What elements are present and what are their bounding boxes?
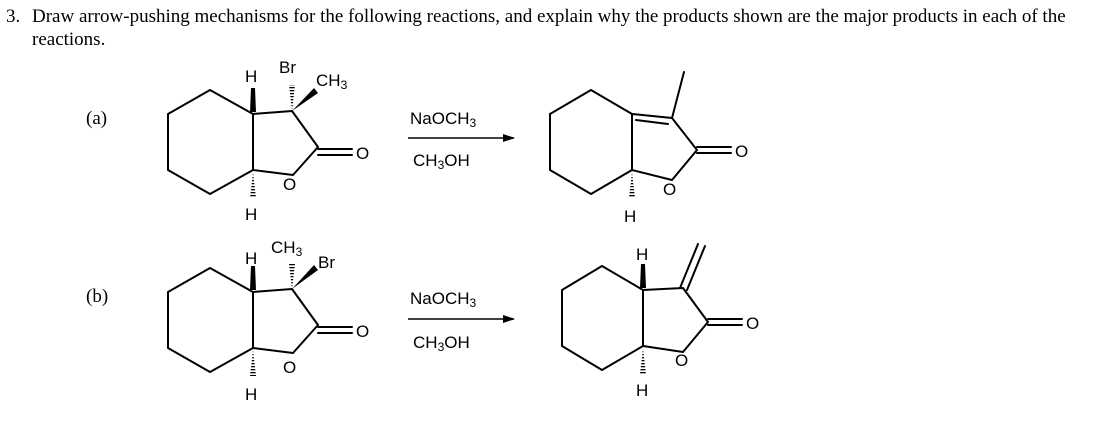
hash-bond-h-bottom	[250, 350, 256, 376]
cyclohexane-ring	[168, 90, 253, 194]
atom-o-ring: O	[663, 180, 677, 199]
atom-o-carbonyl: O	[356, 144, 370, 163]
atom-o-ring: O	[283, 175, 297, 194]
wedge-bond-h-top	[250, 88, 256, 112]
atom-h-bottom: H	[624, 207, 637, 226]
wedge-bond-h-top	[250, 266, 256, 290]
wedge-bond-ch3	[292, 88, 318, 111]
methyl-bond	[672, 72, 684, 118]
reaction-arrow-b	[408, 289, 514, 354]
part-label-b: (b)	[86, 286, 109, 307]
part-label-a: (a)	[86, 108, 108, 129]
cyclohexane-ring	[550, 90, 632, 194]
atom-o-ring: O	[283, 358, 297, 377]
atom-br: Br	[279, 58, 296, 77]
wedge-bond-h-top	[640, 264, 646, 288]
atom-ch3: CH3	[271, 238, 303, 259]
atom-o-ring: O	[675, 351, 689, 370]
atom-br: Br	[318, 253, 335, 272]
atom-o-carbonyl: O	[356, 322, 370, 341]
atom-h-bottom: H	[636, 381, 649, 400]
product-a	[550, 72, 748, 226]
cyclohexane-ring	[168, 268, 253, 372]
alkene-double-bond-inner	[636, 120, 668, 124]
atom-ch3: CH3	[316, 71, 348, 92]
reactant-a	[168, 58, 369, 224]
exocyclic-double-bond-2	[687, 246, 705, 290]
hash-bond-ch3	[289, 264, 295, 289]
lactone-ring	[643, 288, 708, 352]
hash-bond-h-bottom	[629, 172, 635, 198]
cyclohexane-ring	[562, 266, 643, 370]
reaction-arrow-a	[408, 109, 514, 172]
product-b	[562, 244, 759, 400]
reagent-label: NaOCH3	[410, 109, 477, 130]
hash-bond-h-bottom	[640, 348, 646, 374]
atom-h-bottom: H	[245, 205, 258, 224]
reactant-b	[168, 238, 369, 404]
reagent-label: NaOCH3	[410, 289, 477, 310]
solvent-label: CH3OH	[413, 333, 470, 354]
exocyclic-double-bond	[680, 244, 698, 288]
atom-o-carbonyl: O	[746, 314, 760, 333]
lactone-ring	[253, 289, 318, 353]
atom-h-top: H	[245, 249, 258, 268]
atom-h-top: H	[636, 245, 649, 264]
question-text: Draw arrow-pushing mechanisms for the following reactions, and explain why the products shown are the major products in each of the reactions.	[32, 6, 1066, 50]
atom-h-top: H	[245, 67, 258, 86]
solvent-label: CH3OH	[413, 151, 470, 172]
hash-bond-br	[289, 85, 295, 111]
question-number: 3.	[6, 6, 21, 27]
wedge-bond-br	[292, 265, 318, 289]
atom-o-carbonyl: O	[735, 142, 749, 161]
atom-h-bottom: H	[245, 385, 258, 404]
hash-bond-h-bottom	[250, 172, 256, 198]
lactone-ring	[253, 111, 318, 175]
